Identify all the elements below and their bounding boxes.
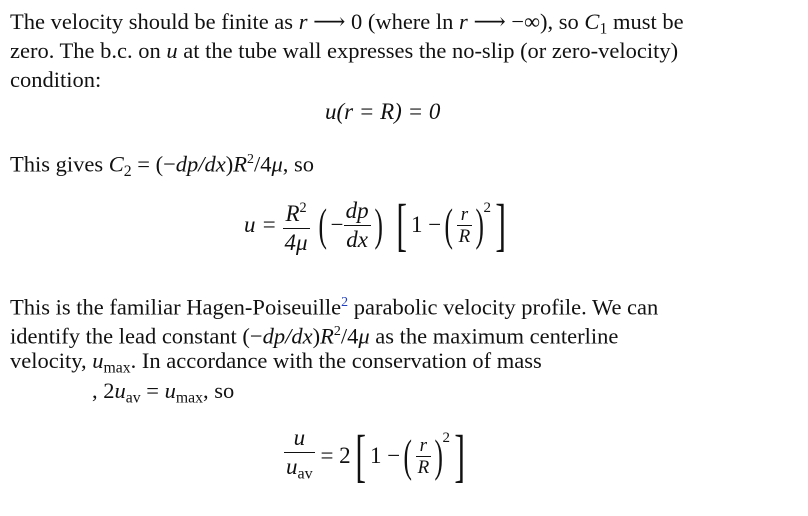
equation-lhs: u = — [244, 212, 277, 238]
text-segment: , so — [282, 151, 315, 177]
equals-two: = 2 — [320, 443, 351, 469]
velocity-profile-equation — [244, 194, 510, 264]
text-segment: . In accordance with the conservation of mass — [130, 348, 542, 373]
subscript: 2 — [123, 163, 132, 181]
math-var: C — [108, 151, 124, 177]
math-var: u — [92, 348, 104, 373]
math-var: u — [286, 454, 298, 479]
math-var: R — [233, 151, 248, 177]
paragraph-line-3 — [10, 66, 101, 94]
subscript: max — [175, 389, 203, 407]
equation-text: u(r = R) = 0 — [325, 99, 441, 124]
text-segment: This gives — [10, 151, 109, 177]
text-segment: as the maximum centerline — [369, 323, 619, 349]
text-segment: zero. The b.c. on — [10, 38, 167, 63]
right-paren: ) — [374, 199, 383, 251]
text-segment: at the tube wall expresses the no-slip (or zero-velocity) — [177, 38, 679, 63]
superscript: 2 — [247, 152, 254, 167]
text-segment: condition: — [10, 67, 102, 92]
fraction-u-over-uav — [284, 424, 315, 489]
denominator: 4μ — [284, 229, 308, 255]
text-segment: , 2 — [92, 378, 115, 403]
fraction-r2-over-4mu — [283, 194, 310, 257]
math-var: R — [285, 200, 300, 226]
math-var: r — [298, 9, 308, 34]
minus-sign: − — [330, 212, 344, 238]
subscript: max — [103, 359, 131, 377]
superscript: 2 — [299, 200, 307, 216]
text-segment: , so — [202, 378, 235, 403]
exponent: 2 — [442, 430, 451, 446]
left-paren: ( — [444, 199, 454, 251]
subscript: 1 — [599, 20, 608, 38]
text-segment: The velocity should be finite as — [10, 9, 299, 34]
paragraph-3-line-3 — [10, 347, 542, 382]
text-segment: = (− — [131, 151, 176, 177]
numerator: r — [460, 203, 469, 225]
footnote-reference[interactable]: 2 — [341, 295, 349, 310]
denominator: dx — [344, 225, 371, 254]
text-segment: must be — [607, 9, 684, 34]
math-var: C — [584, 9, 600, 34]
paragraph-3-line-4 — [92, 377, 234, 412]
one-minus: 1 − — [411, 212, 442, 238]
paragraph-2-line — [10, 146, 314, 186]
text-segment: ⟶ −∞), so — [467, 9, 585, 34]
right-paren: ) — [475, 199, 485, 251]
numerator: u — [293, 425, 306, 450]
numerator: dp — [345, 197, 369, 223]
fraction-r-over-R — [457, 204, 473, 247]
exponent: 2 — [483, 200, 492, 216]
math-var: dp/dx — [175, 151, 226, 177]
paragraph-line-2 — [10, 37, 678, 65]
fraction-dp-dx — [344, 197, 371, 254]
right-bracket: ] — [454, 423, 465, 489]
right-paren: ) — [434, 430, 444, 482]
text-segment: /4 — [340, 323, 359, 349]
text-segment: parabolic velocity profile. We can — [348, 294, 659, 320]
left-bracket: [ — [396, 192, 407, 258]
text-segment: velocity, — [10, 348, 93, 373]
denominator: R — [458, 225, 471, 247]
subscript: av — [297, 465, 313, 483]
subscript: av — [125, 389, 141, 407]
math-var: r — [459, 9, 468, 34]
text-segment: /4 — [253, 151, 272, 177]
paragraph-3-line-1 — [10, 289, 658, 322]
math-var: u — [114, 378, 126, 403]
text-segment: This is the familiar Hagen-Poiseuille — [10, 294, 342, 320]
right-bracket: ] — [495, 192, 507, 258]
left-paren: ( — [403, 430, 413, 482]
text-segment: ) — [312, 323, 321, 349]
math-var: μ — [271, 151, 283, 177]
text-segment: ⟶ 0 (where ln — [307, 9, 460, 34]
superscript: 2 — [333, 324, 341, 339]
text-segment: ) — [225, 151, 234, 177]
paragraph-3-line-2 — [10, 318, 618, 351]
text-segment: identify the lead constant (− — [10, 323, 263, 349]
fraction-r-over-R — [416, 435, 432, 478]
numerator: r — [419, 434, 428, 456]
math-var: μ — [358, 323, 370, 349]
math-var: R — [320, 323, 334, 349]
text-segment: = — [140, 378, 165, 403]
denominator: R — [417, 456, 430, 478]
left-bracket: [ — [355, 423, 366, 489]
left-paren: ( — [318, 199, 328, 251]
math-var: u — [164, 378, 176, 403]
boundary-condition-equation — [325, 98, 440, 126]
math-var: dp/dx — [262, 323, 313, 349]
velocity-ratio-equation — [284, 424, 469, 494]
math-var: u — [166, 38, 178, 63]
one-minus: 1 − — [370, 443, 401, 469]
